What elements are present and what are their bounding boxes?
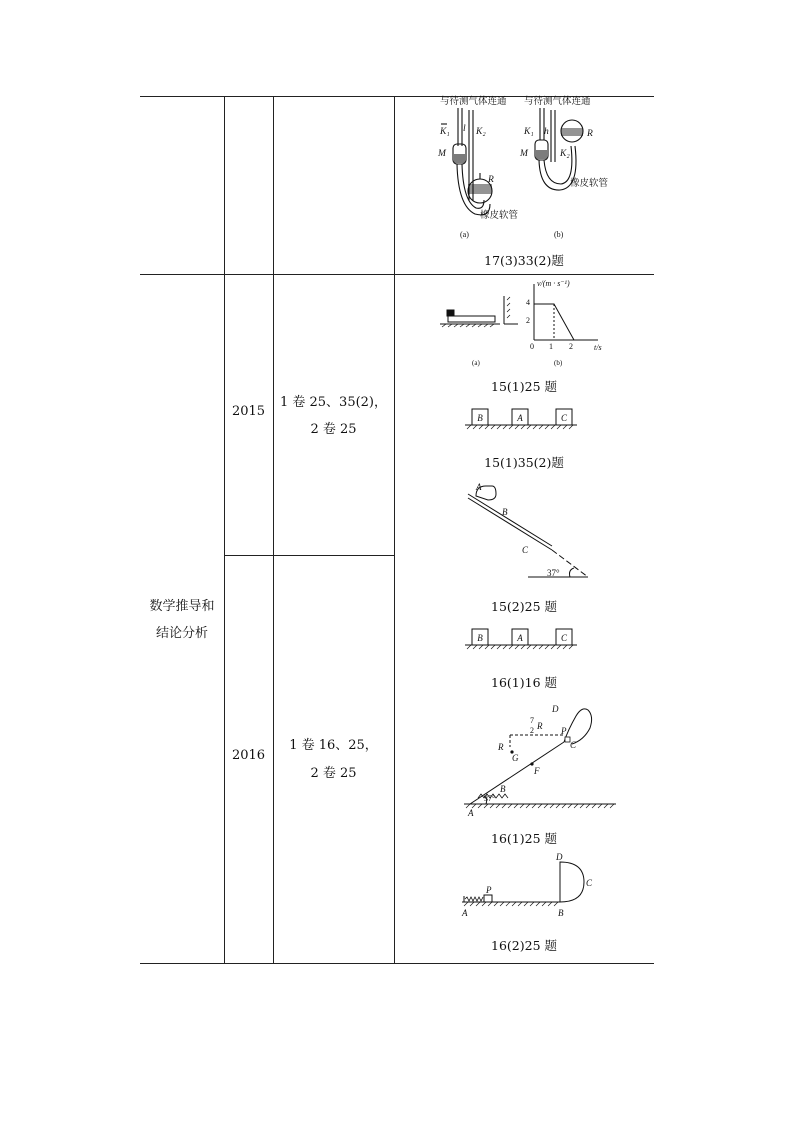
category-line-1: 数学推导和 <box>149 599 215 614</box>
fig-b-sub: (b) <box>554 230 564 239</box>
incline-figure <box>462 480 592 580</box>
col-line-2 <box>273 96 274 964</box>
track-d: D <box>552 704 559 714</box>
track-r: R <box>498 742 504 752</box>
col-line-1 <box>224 96 225 964</box>
items-2015-line-1: 1 卷 25、35(2)， <box>279 395 388 410</box>
block-b-label: B <box>477 413 483 423</box>
semi-d: D <box>556 852 563 862</box>
vt-ytick-4: 4 <box>526 298 530 307</box>
caption-16-1-25: 16(1)25 题 <box>491 831 557 846</box>
caption-17-3-33-2: 17(3)33(2)题 <box>484 253 564 268</box>
fig-a-hose: 橡皮软管 <box>480 211 519 221</box>
year-2016: 2016 <box>231 748 266 763</box>
track-f: F <box>534 766 540 776</box>
blocks-figure-1 <box>465 407 585 433</box>
track-figure <box>460 700 620 820</box>
vt-xtick-0: 0 <box>530 342 534 351</box>
block-a-label: A <box>517 413 523 423</box>
fig-b-top-label: 与待测气体连通 <box>524 97 591 107</box>
year-2015: 2015 <box>231 404 266 419</box>
semi-p: P <box>486 885 492 895</box>
vt-sub-a: (a) <box>472 359 480 367</box>
fig-a-l: l <box>463 124 466 134</box>
block-c-label: C <box>560 413 568 423</box>
vt-xtick-2: 2 <box>569 342 573 351</box>
track-p: P <box>561 726 567 736</box>
blocks-figure-2 <box>465 627 585 653</box>
block2-b-label: B <box>477 633 483 643</box>
track-frac-num: 7 <box>530 716 534 725</box>
items-2016-line-2: 2 卷 25 <box>310 766 357 781</box>
track-frac-r: R <box>537 721 543 731</box>
fig-a-m: M <box>438 149 446 159</box>
vt-xtick-1: 1 <box>549 342 553 351</box>
caption-16-1-16: 16(1)16 题 <box>491 675 557 690</box>
track-b: B <box>500 784 506 794</box>
vt-ytick-2: 2 <box>526 316 530 325</box>
caption-16-2-25: 16(2)25 题 <box>491 938 557 953</box>
manometer-figure <box>420 96 650 241</box>
fig-a-r: R <box>488 175 494 185</box>
incline-angle: 37° <box>547 568 560 578</box>
fig-a-top-label: 与待测气体连通 <box>440 97 507 107</box>
year-divider <box>224 555 394 556</box>
board-vt-figure <box>438 278 638 368</box>
fig-b-k2: K₂ <box>560 149 570 159</box>
block2-a-label: A <box>517 633 523 643</box>
fig-a-sub: (a) <box>460 230 469 239</box>
caption-15-1-25: 15(1)25 题 <box>491 379 557 394</box>
block2-c-label: C <box>560 633 568 643</box>
fig-b-r: R <box>587 129 593 139</box>
vt-xlabel: t/s <box>594 343 602 352</box>
items-2016-line-1: 1 卷 16、25， <box>289 738 378 753</box>
track-a: A <box>468 808 474 818</box>
semi-b: B <box>558 908 564 918</box>
track-g: G <box>512 753 519 763</box>
category-line-2: 结论分析 <box>155 626 208 641</box>
incline-a: A <box>476 482 482 492</box>
fig-b-k1: K₁ <box>524 127 534 137</box>
fig-a-k2: K₂ <box>476 127 486 137</box>
incline-b: B <box>502 507 508 517</box>
fig-b-h: h <box>544 127 549 137</box>
track-frac-den: 2 <box>530 726 534 735</box>
caption-15-1-35-2: 15(1)35(2)题 <box>484 455 564 470</box>
fig-b-hose: 橡皮软管 <box>570 179 609 189</box>
table-bottom-rule <box>140 963 654 964</box>
vt-sub-b: (b) <box>554 359 563 367</box>
items-2015-line-2: 2 卷 25 <box>310 422 357 437</box>
caption-15-2-25: 15(2)25 题 <box>491 599 557 614</box>
semi-a: A <box>462 908 468 918</box>
vt-ylabel: v/(m · s⁻¹) <box>537 279 570 288</box>
semicircle-figure <box>460 852 610 922</box>
semi-c: C <box>586 878 593 888</box>
incline-c: C <box>522 545 529 555</box>
fig-b-m: M <box>520 149 528 159</box>
track-c: C <box>570 740 577 750</box>
fig-a-k1: K₁ <box>440 127 450 137</box>
track-angle: 37° <box>484 794 496 803</box>
row-divider <box>140 274 654 275</box>
